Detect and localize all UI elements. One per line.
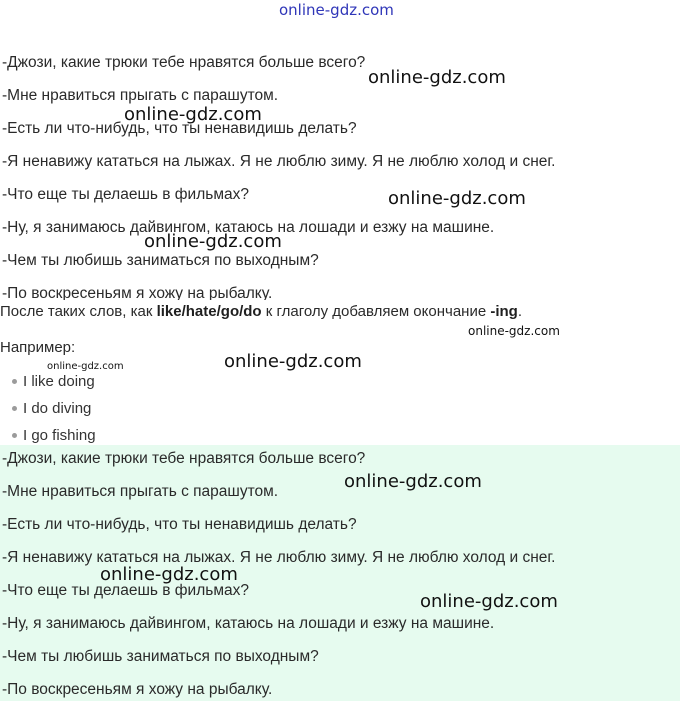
dialogue-line: -Есть ли что-нибудь, что ты ненавидишь делать? bbox=[2, 516, 357, 533]
dialogue-line: -Что еще ты делаешь в фильмах? bbox=[2, 186, 249, 203]
example-item bbox=[12, 427, 96, 444]
rule-bold-ending: -ing bbox=[490, 303, 518, 320]
bullet-icon bbox=[12, 433, 17, 438]
dialogue-line: -Чем ты любишь заниматься по выходным? bbox=[2, 648, 319, 665]
watermark: online-gdz.com bbox=[100, 564, 238, 585]
watermark: online-gdz.com bbox=[388, 188, 526, 209]
watermark: online-gdz.com bbox=[344, 471, 482, 492]
dialogue-line: -Я ненавижу кататься на лыжах. Я не люблю зиму. Я не люблю холод и снег. bbox=[2, 153, 556, 170]
watermark: online-gdz.com bbox=[144, 231, 282, 252]
watermark: online-gdz.com bbox=[224, 351, 362, 372]
dialogue-line: -Что еще ты делаешь в фильмах? bbox=[2, 582, 249, 599]
rule-text-middle: к глаголу добавляем окончание bbox=[261, 303, 491, 320]
watermark: online-gdz.com bbox=[124, 104, 262, 125]
dialogue-line: -Мне нравиться прыгать с парашутом. bbox=[2, 483, 279, 500]
dialogue-line: -Ну, я занимаюсь дайвингом, катаюсь на лошади и езжу на машине. bbox=[2, 219, 495, 236]
dialogue-line: -По воскресеньям я хожу на рыбалку. bbox=[2, 285, 273, 300]
bullet-icon bbox=[12, 379, 17, 384]
rule-text-after: . bbox=[517, 303, 523, 320]
example-text: I go fishing bbox=[23, 427, 96, 444]
rule-text-before: После таких слов, как bbox=[0, 303, 157, 320]
rule-bold-words: like/hate/go/do bbox=[156, 303, 262, 320]
dialogue-line: -Джози, какие трюки тебе нравятся больше всего? bbox=[2, 54, 366, 71]
watermark: online-gdz.com bbox=[368, 67, 506, 88]
examples-heading: Например: bbox=[0, 339, 76, 356]
header-watermark: online-gdz.com bbox=[279, 1, 394, 19]
dialogue-line: -Я ненавижу кататься на лыжах. Я не люблю зиму. Я не люблю холод и снег. bbox=[2, 549, 556, 566]
example-item bbox=[12, 400, 91, 417]
dialogue-line: -По воскресеньям я хожу на рыбалку. bbox=[2, 681, 273, 698]
example-text: I like doing bbox=[23, 373, 95, 390]
dialogue-line: -Ну, я занимаюсь дайвингом, катаюсь на лошади и езжу на машине. bbox=[2, 615, 495, 632]
dialogue-top bbox=[0, 50, 680, 300]
dialogue-line: -Чем ты любишь заниматься по выходным? bbox=[2, 252, 319, 269]
dialogue-line: -Есть ли что-нибудь, что ты ненавидишь делать? bbox=[2, 120, 357, 137]
grammar-rule bbox=[0, 303, 522, 320]
bullet-icon bbox=[12, 406, 17, 411]
watermark: online-gdz.com bbox=[468, 324, 560, 338]
dialogue-line: -Мне нравиться прыгать с парашутом. bbox=[2, 87, 279, 104]
watermark: online-gdz.com bbox=[420, 591, 558, 612]
example-text: I do diving bbox=[23, 400, 92, 417]
cropped-text-line bbox=[0, 36, 440, 42]
watermark: online-gdz.com bbox=[47, 361, 124, 372]
dialogue-line: -Джози, какие трюки тебе нравятся больше всего? bbox=[2, 450, 366, 467]
example-item bbox=[12, 373, 95, 390]
